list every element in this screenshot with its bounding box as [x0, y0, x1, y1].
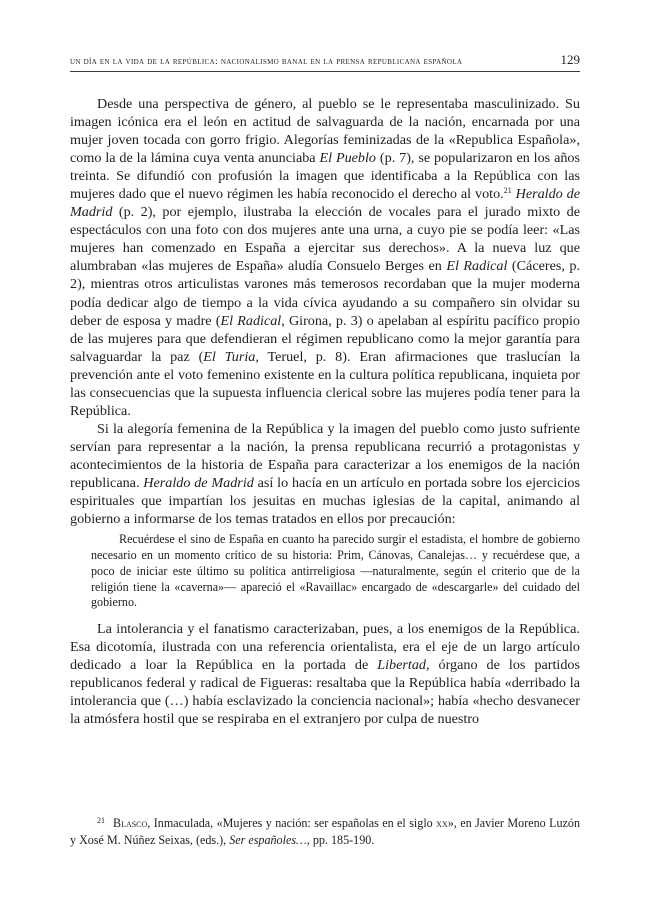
periodical-title: El Pueblo [319, 150, 377, 167]
periodical-title: El Radical [220, 312, 282, 329]
periodical-title: El Radical [446, 258, 508, 275]
text-run: (p. 2), por ejemplo, ilustraba la elección de vocales para el jurado mixto de espectáculos con una foto con dos mujeres ante una urna, a cuyo pie se podía leer: «Las mujeres han comenzado en España a ejercitar sus derechos». A la nueva luz que alumbraban «las mujeres de España» aludía Consuelo Berges en [70, 204, 580, 275]
footnote-21 [70, 812, 580, 849]
periodical-title: Heraldo de Madrid [143, 474, 254, 491]
periodical-title: Libertad [377, 657, 426, 674]
text-run: , Girona, p. 3) o apelaban al espíritu pacífico propio de las mujeres para que defendieran el régimen republicano como la mejor garantía para salvaguardar la paz ( [70, 312, 580, 365]
text-run: Si la alegoría femenina de la República y la imagen del pueblo como justo sufriente servían para representar a la nación, la prensa republicana recurrió a protagonistas y acontecimientos de la historia de España para caracterizar a los enemigos de la nación republicana. [70, 420, 580, 491]
text-run: así lo hacía en un artículo en portada sobre los ejercicios espirituales que impartían los jesuitas en muchas iglesias de la capital, animando al gobierno a informarse de los temas tratados en ellos por precaución: [70, 474, 580, 528]
paragraph-2 [70, 420, 580, 528]
century-numeral: xx [436, 816, 448, 830]
text-run: , pp. 185-190. [306, 833, 375, 847]
paragraph-3 [70, 620, 580, 728]
block-quote [91, 532, 580, 611]
periodical-title: Heraldo de Madrid [70, 186, 580, 221]
periodical-title: El Turia [203, 348, 256, 365]
text-run: Desde una perspectiva de género, al pueblo se le representaba masculinizado. Su imagen icónica era el león en actitud de salvaguarda de la nación, encarnada por una mujer joven tocada con gorro frigio. Alegorías feminizadas de la «Republica Española», como la de la lámina cuya venta anunciaba [70, 96, 580, 167]
text-run: , Teruel, p. 8). Eran afirmaciones que traslucían la prevención ante el voto femenino existente en la cultura política republicana, inquieta por las consecuencias que la supuesta influencia clerical sobre las mujeres podía tener para la República. [70, 348, 580, 419]
footnote-number: 21 [97, 816, 105, 825]
text-run: », en Javier Moreno Luzón y Xosé M. Núñez Seixas, (eds.), [70, 816, 581, 847]
text-run: (Cáceres, p. 2), mientras otros articulistas varones más temerosos recordaban que la mujer moderna podía dedicar algo de tiempo a la vida cívica ayudando a su compañero sin olvidar su deber de esposa y madre ( [70, 258, 580, 329]
paragraph-1 [70, 95, 580, 420]
footnote-reference[interactable]: 21 [503, 186, 512, 196]
text-run: La intolerancia y el fanatismo caracterizaban, pues, a los enemigos de la República. Esa dicotomía, ilustrada con una referencia orientalista, era el eje de un largo artículo dedicado a loar la República en la portada de [70, 621, 580, 674]
quote-text: Recuérdese el sino de España en cuanto ha parecido surgir el estadista, el hombre de gobierno necesario en un momento crítico de su historia: Prim, Cánovas, Canalejas… y recuérdese que, a poco de iniciar este último su política antirreligiosa —naturalmente, según el criterio que de la religión tiene la «caverna»— apareció el «Ravaillac» encargado de «descargarle» del cuidado del gobierno. [91, 532, 580, 610]
body-text [70, 95, 580, 728]
text-run: , órgano de los partidos republicanos federal y radical de Figueras: resaltaba que la República había «derribado la intolerancia que (…) había esclavizado la conciencia nacional»; había «hecho desvanecer la atmósfera hostil que se respiraba en el extranjero por culpa de nuestro [70, 657, 580, 728]
text-run: (p. 7), se popularizaron en los años treinta. Se difundió con profusión la imagen que identificaba a la República con las mujeres dado que el nuevo régimen les había reconocido el derecho al voto. [70, 150, 581, 203]
footnote-author: Blasco [113, 816, 148, 830]
running-title: un día en la vida de la república: nacionalismo banal en la prensa republicana española [70, 56, 463, 67]
page-number: 129 [560, 52, 580, 67]
running-head [70, 52, 580, 72]
text-run: , Inmaculada, «Mujeres y nación: ser españolas en el siglo [147, 816, 437, 830]
book-title: Ser españoles… [229, 833, 307, 847]
footnotes [70, 812, 580, 849]
